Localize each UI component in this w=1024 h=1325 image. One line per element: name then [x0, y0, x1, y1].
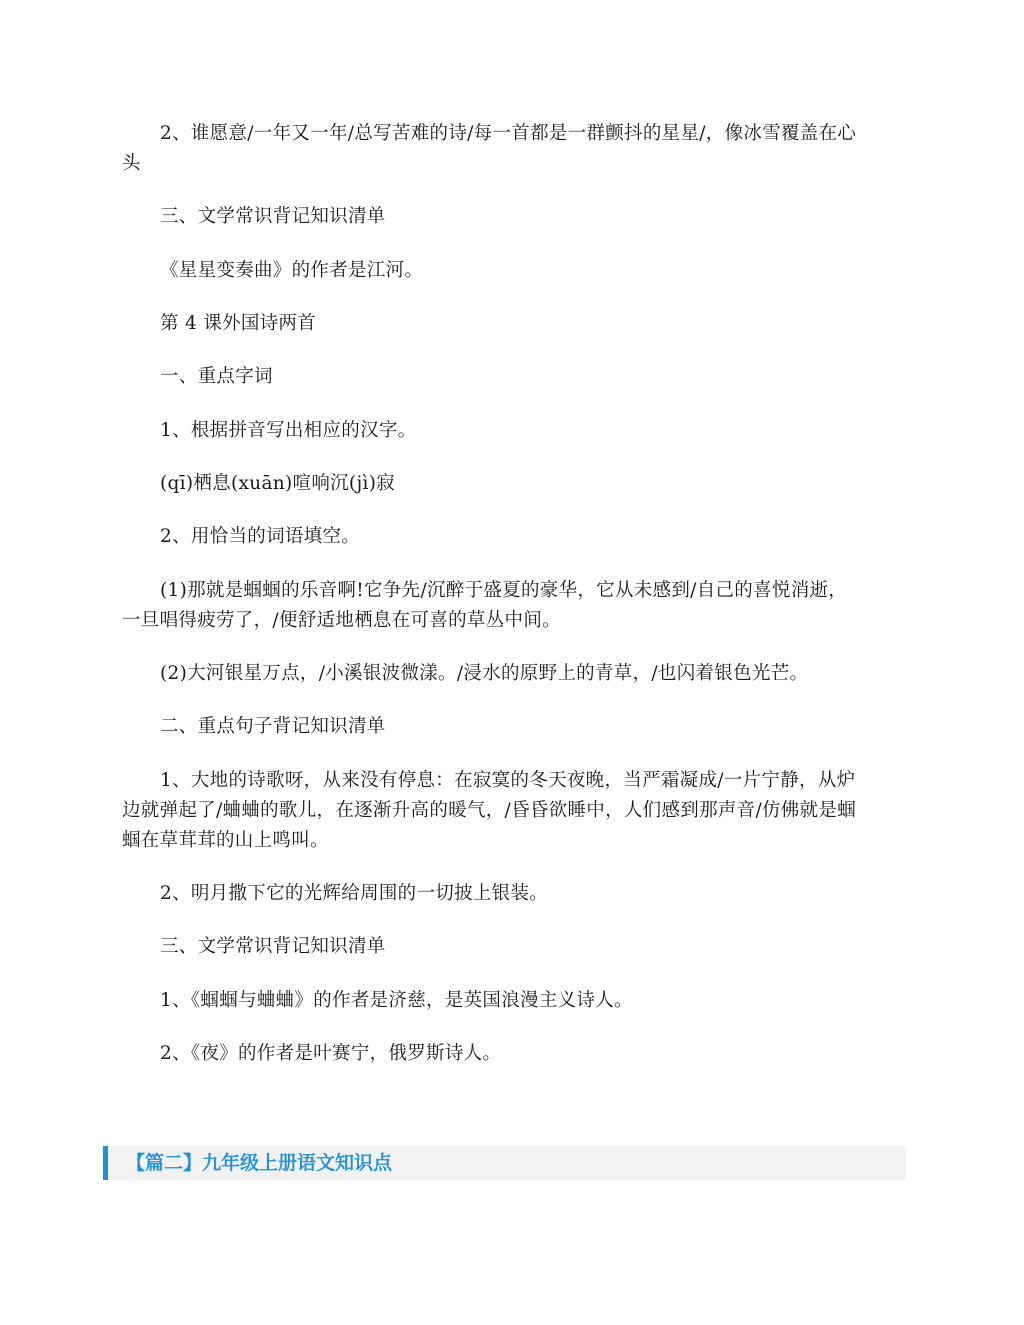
- paragraph: 2、《夜》的作者是叶赛宁，俄罗斯诗人。: [160, 1043, 502, 1064]
- section-header-bar: [103, 1146, 906, 1180]
- paragraph: 1、《蝈蝈与蛐蛐》的作者是济慈，是英国浪漫主义诗人。: [160, 990, 633, 1011]
- section-heading: 二、重点句子背记知识清单: [160, 716, 386, 737]
- paragraph-line: 蝈在草茸茸的山上鸣叫。: [122, 830, 329, 851]
- paragraph: 1、根据拼音写出相应的汉字。: [160, 420, 417, 441]
- section-title: 【篇二】九年级上册语文知识点: [126, 1152, 393, 1174]
- paragraph: (qī)栖息(xuān)喧响沉(jì)寂: [160, 473, 396, 494]
- lesson-heading: 第 4 课外国诗两首: [160, 313, 317, 334]
- paragraph-line: 头: [122, 153, 141, 174]
- paragraph-line: 边就弹起了/蛐蛐的歌儿，在逐渐升高的暖气，/昏昏欲睡中，人们感到那声音/仿佛就是蝈: [122, 800, 857, 821]
- paragraph: (2)大河银星万点，/小溪银波微漾。/浸水的原野上的青草，/也闪着银色光芒。: [160, 663, 809, 684]
- paragraph-line: 1、大地的诗歌呀，从来没有停息：在寂寞的冬天夜晚，当严霜凝成/一片宁静，从炉: [160, 770, 856, 791]
- section-heading: 一、重点字词: [160, 366, 273, 387]
- section-heading: 三、文学常识背记知识清单: [160, 936, 386, 957]
- paragraph-line: 一旦唱得疲劳了，/便舒适地栖息在可喜的草丛中间。: [122, 610, 561, 631]
- paragraph: 2、明月撒下它的光辉给周围的一切披上银装。: [160, 883, 549, 904]
- paragraph: 2、用恰当的词语填空。: [160, 526, 361, 547]
- paragraph-line: 2、谁愿意/一年又一年/总写苦难的诗/每一首都是一群颤抖的星星/，像冰雪覆盖在心: [160, 123, 857, 144]
- section-heading: 三、文学常识背记知识清单: [160, 206, 386, 227]
- paragraph-line: (1)那就是蝈蝈的乐音啊!它争先/沉醉于盛夏的豪华，它从未感到/自己的喜悦消逝，: [160, 580, 848, 601]
- paragraph: 《星星变奏曲》的作者是江河。: [160, 260, 424, 281]
